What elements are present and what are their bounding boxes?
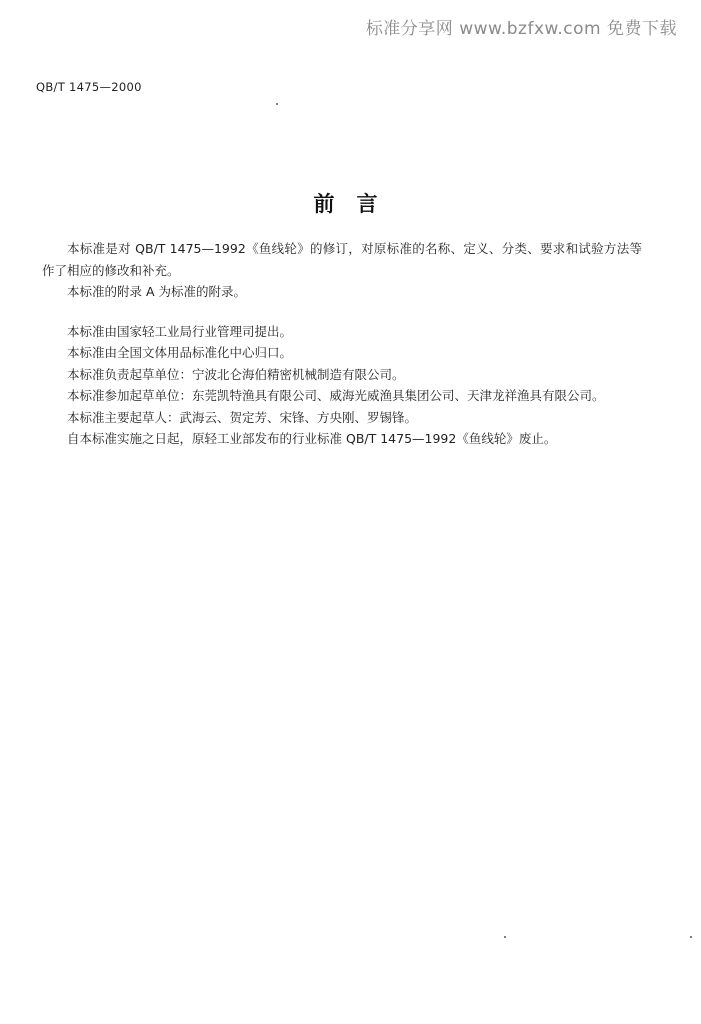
paragraph: 本标准负责起草单位：宁波北仑海伯精密机械制造有限公司。	[67, 366, 405, 382]
paragraph: 本标准参加起草单位：东莞凯特渔具有限公司、威海光威渔具集团公司、天津龙祥渔具有限公司。	[67, 388, 605, 403]
paragraph: 本标准主要起草人：武海云、贺定芳、宋锋、方央刚、罗锡锋。	[67, 409, 418, 425]
scan-speck	[276, 103, 278, 105]
paragraph: 本标准由全国文体用品标准化中心归口。	[67, 345, 293, 360]
paragraph: 自本标准实施之日起，原轻工业部发布的行业标准 QB/T 1475—1992《鱼线轮》废止。	[67, 431, 557, 446]
foreword-body	[42, 238, 642, 450]
paragraph: 本标准是对 QB/T 1475—1992《鱼线轮》的修订，对原标准的名称、定义、分类、要求和试验方法等作了相应的修改和补充。	[42, 241, 642, 278]
document-code: QB/T 1475—2000	[36, 80, 142, 94]
paragraph-gap	[42, 303, 642, 321]
paragraph: 本标准的附录 A 为标准的附录。	[67, 284, 246, 299]
scan-speck	[504, 936, 506, 938]
scan-speck	[690, 936, 692, 938]
paragraph: 本标准由国家轻工业局行业管理司提出。	[67, 323, 293, 339]
page-title: 前言	[313, 191, 400, 216]
watermark: 标准分享网 www.bzfxw.com 免费下载	[365, 19, 677, 39]
